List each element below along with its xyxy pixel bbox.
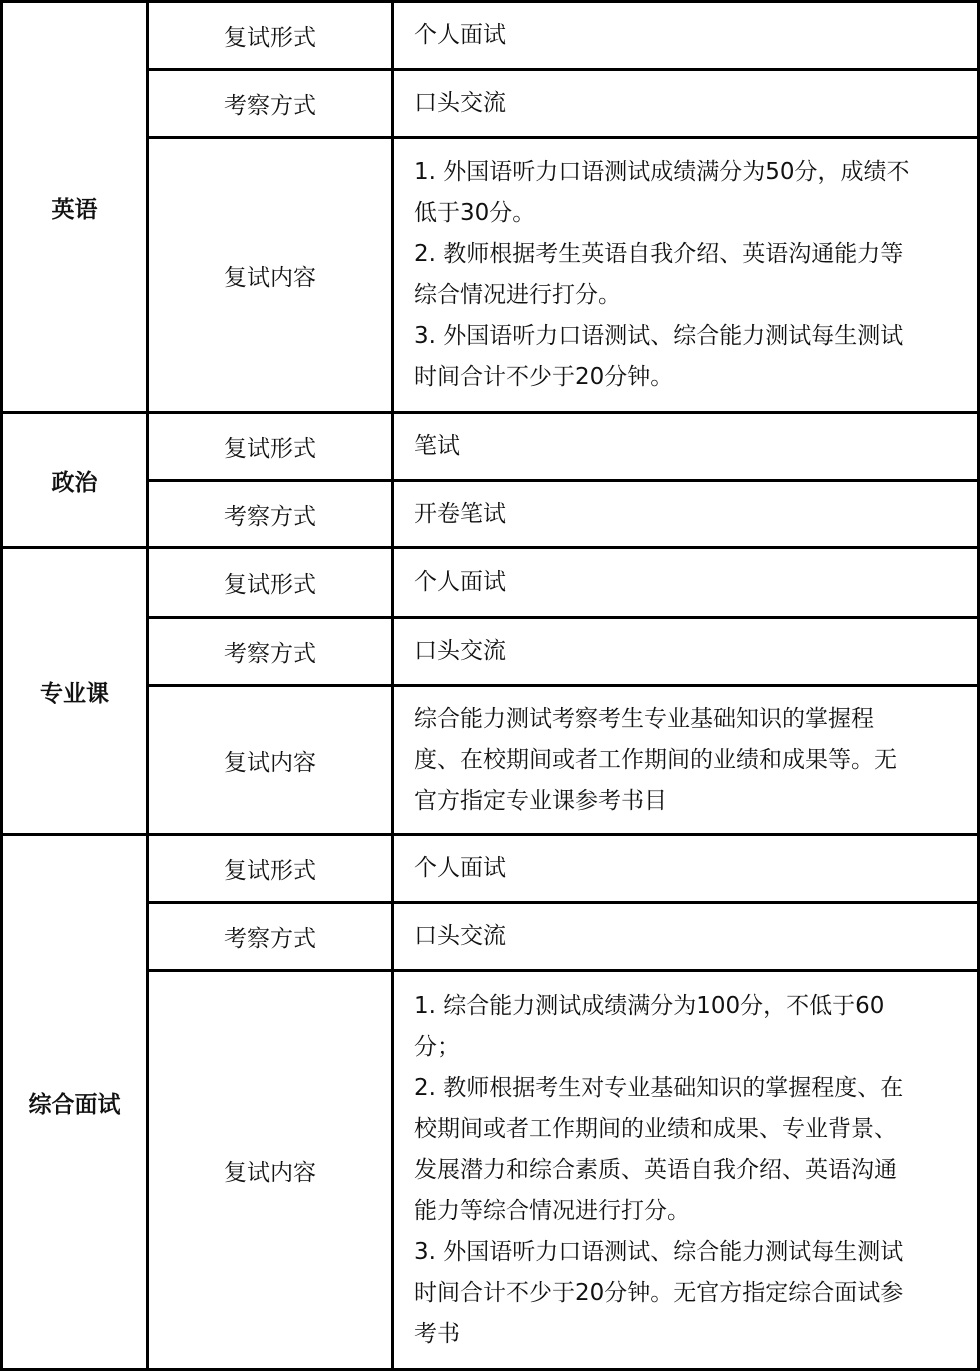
content-line: 开卷笔试 (414, 500, 506, 527)
table-row (2, 971, 979, 1370)
content-line: 低于30分。 (414, 200, 536, 226)
item-content (393, 971, 979, 1370)
subject-major-course: 专业课 (2, 548, 148, 835)
table-row (2, 835, 979, 903)
content-line: 时间合计不少于20分钟。无官方指定综合面试参 (414, 1279, 904, 1306)
content-line: 个人面试 (414, 855, 506, 881)
table-row (2, 481, 979, 548)
content-line: 3. 外国语听力口语测试、综合能力测试每生测试 (414, 323, 904, 349)
content-line: 能力等综合情况进行打分。 (414, 1197, 690, 1224)
item-content (393, 618, 979, 686)
content-line: 个人面试 (414, 22, 506, 48)
content-line: 分； (414, 1033, 460, 1060)
content-line: 2. 教师根据考生英语自我介绍、英语沟通能力等 (414, 241, 904, 267)
item-content (393, 481, 979, 548)
content-line: 口头交流 (414, 638, 506, 664)
table-row (2, 903, 979, 971)
content-line: 1. 外国语听力口语测试成绩满分为50分，成绩不 (414, 159, 910, 185)
table-row (2, 618, 979, 686)
content-line: 校期间或者工作期间的业绩和成果、专业背景、 (414, 1115, 897, 1142)
table-row (2, 413, 979, 481)
item-label: 复试内容 (148, 686, 393, 835)
content-line: 考书 (414, 1320, 460, 1347)
item-content (393, 835, 979, 903)
item-label: 复试形式 (148, 2, 393, 70)
item-label: 考察方式 (148, 618, 393, 686)
item-label: 考察方式 (148, 70, 393, 138)
table-row (2, 548, 979, 618)
item-label: 考察方式 (148, 481, 393, 548)
content-line: 1. 综合能力测试成绩满分为100分，不低于60 (414, 992, 885, 1019)
item-content (393, 548, 979, 618)
item-label: 复试形式 (148, 835, 393, 903)
item-label: 复试形式 (148, 413, 393, 481)
content-line: 综合能力测试考察考生专业基础知识的掌握程 (414, 705, 874, 732)
content-line: 笔试 (414, 433, 460, 459)
item-label: 复试内容 (148, 971, 393, 1370)
content-line: 个人面试 (414, 569, 506, 595)
content-line: 时间合计不少于20分钟。 (414, 364, 674, 390)
item-content (393, 2, 979, 70)
table-row (2, 70, 979, 138)
subject-english: 英语 (2, 2, 148, 413)
item-label: 考察方式 (148, 903, 393, 971)
item-content (393, 70, 979, 138)
item-content (393, 138, 979, 413)
content-line: 口头交流 (414, 923, 506, 949)
table-row (2, 138, 979, 413)
content-line: 度、在校期间或者工作期间的业绩和成果等。无 (414, 746, 897, 773)
content-line: 口头交流 (414, 90, 506, 116)
content-line: 官方指定专业课参考书目 (414, 787, 667, 814)
content-line: 综合情况进行打分。 (414, 282, 621, 308)
content-line: 发展潜力和综合素质、英语自我介绍、英语沟通 (414, 1156, 897, 1183)
content-line: 2. 教师根据考生对专业基础知识的掌握程度、在 (414, 1074, 904, 1101)
table-row (2, 2, 979, 70)
subject-comprehensive-interview: 综合面试 (2, 835, 148, 1370)
item-label: 复试内容 (148, 138, 393, 413)
item-label: 复试形式 (148, 548, 393, 618)
subject-politics: 政治 (2, 413, 148, 548)
item-content (393, 686, 979, 835)
content-line: 3. 外国语听力口语测试、综合能力测试每生测试 (414, 1238, 904, 1265)
table-row (2, 686, 979, 835)
item-content (393, 903, 979, 971)
item-content (393, 413, 979, 481)
